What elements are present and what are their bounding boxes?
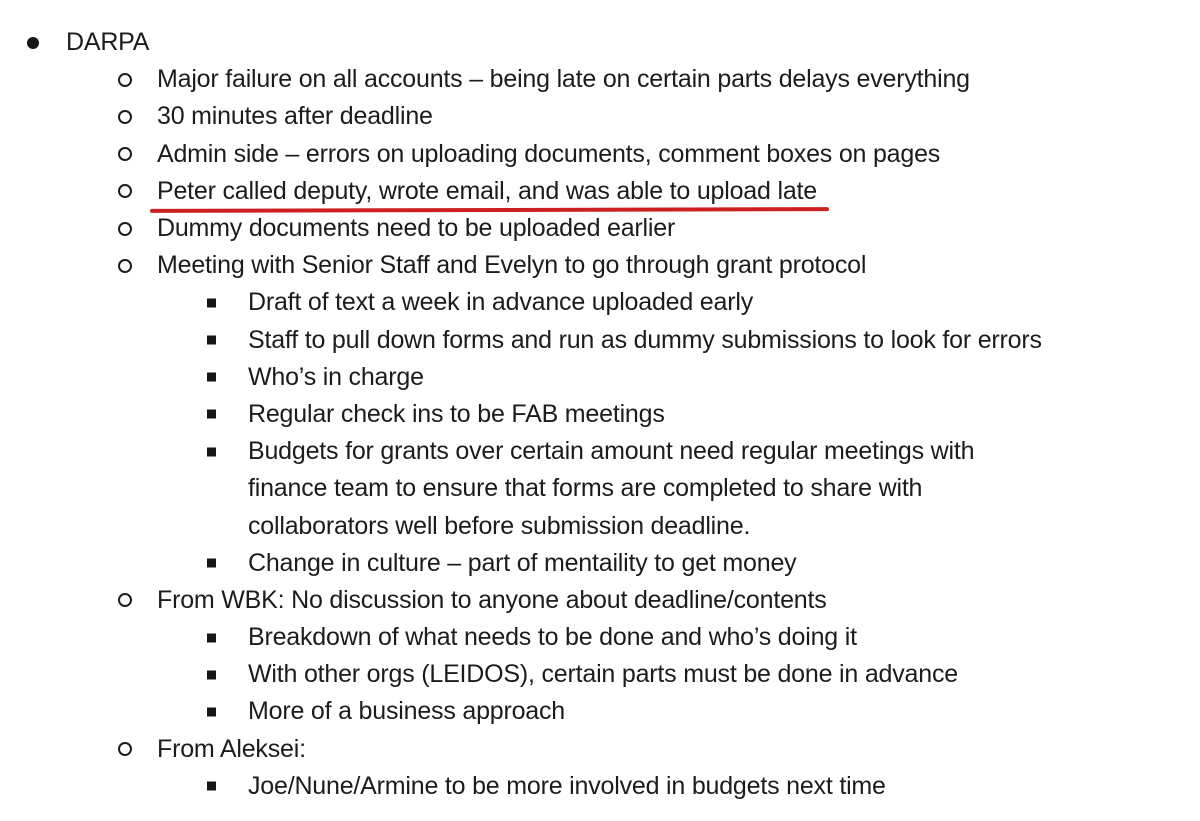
list-item-text: Change in culture – part of mentaility to get money [248,548,797,577]
list-item-text: Budgets for grants over certain amount need regular meetings with [248,437,975,466]
square-bullet-icon [207,298,216,307]
circle-bullet-icon [118,593,132,607]
list-item [0,210,1200,247]
list-item [0,433,1200,470]
square-bullet-icon [207,670,216,679]
square-bullet-icon [207,410,216,419]
list-item [0,61,1200,98]
list-item-text: DARPA [66,28,150,57]
list-item-text: From WBK: No discussion to anyone about deadline/contents [157,585,827,614]
list-item-text: Meeting with Senior Staff and Evelyn to go through grant protocol [157,251,867,280]
list-item-text: More of a business approach [248,697,566,726]
list-item-text: collaborators well before submission deadline. [248,511,751,540]
square-bullet-icon [207,336,216,345]
circle-bullet-icon [118,73,132,87]
list-item-text: Peter called deputy, wrote email, and was able to upload late [157,176,817,205]
list-item [0,545,1200,582]
list-item-text: Admin side – errors on uploading documents, comment boxes on pages [157,139,941,168]
circle-bullet-icon [118,147,132,161]
circle-bullet-icon [118,110,132,124]
square-bullet-icon [207,559,216,568]
list-item-continuation [0,507,1200,544]
square-bullet-icon [207,633,216,642]
list-item-continuation [0,470,1200,507]
list-item [0,731,1200,768]
list-item-text: Regular check ins to be FAB meetings [248,399,665,428]
list-item-text: Draft of text a week in advance uploaded early [248,288,753,317]
list-item [0,322,1200,359]
list-item [0,656,1200,693]
list-item [0,24,1200,61]
list-item-text: Breakdown of what needs to be done and who’s doing it [248,623,857,652]
list-item-text: Who’s in charge [248,362,424,391]
circle-bullet-icon [118,259,132,273]
square-bullet-icon [207,447,216,456]
list-item [0,136,1200,173]
list-item-underlined [0,173,1200,210]
list-item [0,396,1200,433]
square-bullet-icon [207,373,216,382]
circle-bullet-icon [118,222,132,236]
list-item-text: Major failure on all accounts – being late on certain parts delays everything [157,65,970,94]
list-item-text: From Aleksei: [157,734,306,763]
disc-bullet-icon [27,37,39,49]
list-item-text: Joe/Nune/Armine to be more involved in budgets next time [248,771,886,800]
circle-bullet-icon [118,742,132,756]
list-item [0,98,1200,135]
circle-bullet-icon [118,184,132,198]
list-item [0,247,1200,284]
list-item-text: Staff to pull down forms and run as dummy submissions to look for errors [248,325,1042,354]
list-item-text: With other orgs (LEIDOS), certain parts must be done in advance [248,660,958,689]
notes-list [0,24,1200,805]
list-item [0,359,1200,396]
square-bullet-icon [207,707,216,716]
list-item-text: finance team to ensure that forms are completed to share with [248,474,923,503]
square-bullet-icon [207,782,216,791]
list-item [0,582,1200,619]
list-item [0,619,1200,656]
list-item-text: 30 minutes after deadline [157,102,433,131]
list-item [0,284,1200,321]
list-item [0,768,1200,805]
list-item-text: Dummy documents need to be uploaded earlier [157,214,676,243]
list-item [0,693,1200,730]
